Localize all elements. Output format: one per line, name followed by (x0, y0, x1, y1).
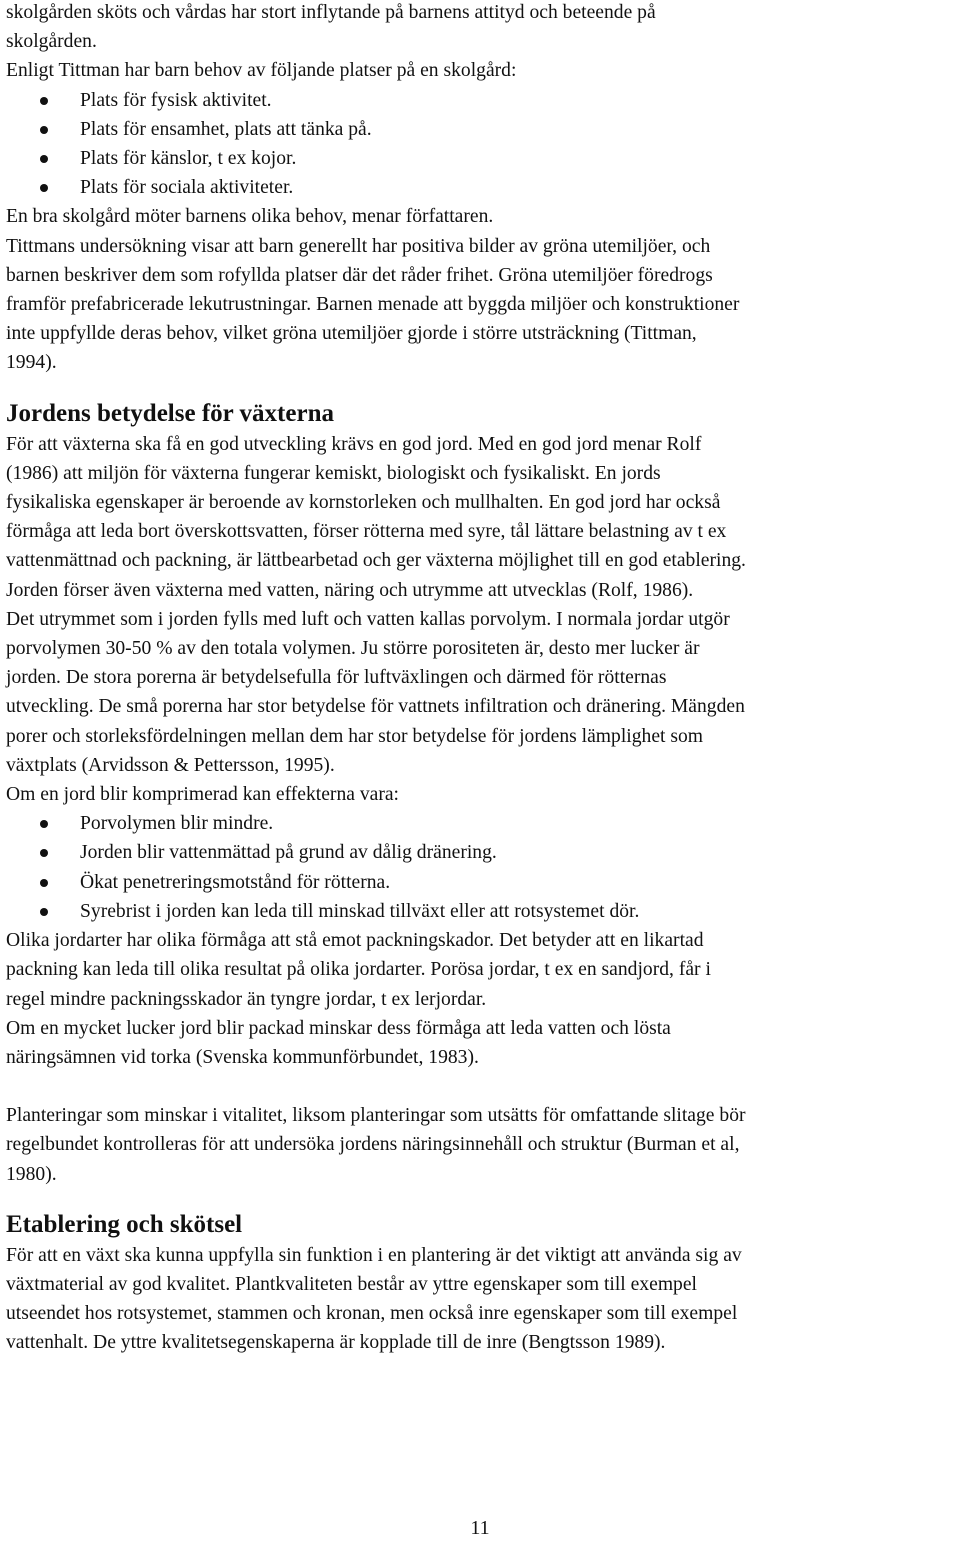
compaction-bullet-list (6, 809, 958, 926)
text-line: Enligt Tittman har barn behov av följande platser på en skolgård: (6, 60, 517, 82)
list-item (6, 897, 958, 926)
text-line: (1986) att miljön för växterna fungerar kemiskt, biologiskt och fysikaliskt. En jords (6, 462, 661, 484)
list-item-text: Syrebrist i jorden kan leda till minskad tillväxt eller att rotsystemet dör. (80, 900, 640, 922)
bullet-icon (40, 879, 48, 887)
spacer (6, 1072, 958, 1101)
text-line: regelbundet kontrolleras för att undersöka jordens näringsinnehåll och struktur (Burman et al, (6, 1134, 740, 1156)
list-item (6, 115, 958, 144)
text-line: Om en jord blir komprimerad kan effekterna vara: (6, 784, 399, 806)
list-item-text: Plats för ensamhet, plats att tänka på. (80, 118, 372, 140)
spacer (6, 378, 958, 398)
text-line: 1980). (6, 1163, 57, 1185)
text-line: porer och storleksfördelningen mellan dem har stor betydelse för jordens lämplighet som (6, 725, 704, 747)
list-item (6, 144, 958, 173)
soil-paragraph-continued (6, 926, 958, 1072)
bullet-icon (40, 849, 48, 857)
list-item-text: Porvolymen blir mindre. (80, 813, 274, 835)
text-line: Tittmans undersökning visar att barn generellt har positiva bilder av gröna utemiljöer, och (6, 235, 711, 257)
text-line: skolgården sköts och vårdas har stort inflytande på barnens attityd och beteende på (6, 2, 656, 23)
text-line: packning kan leda till olika resultat på olika jordarter. Porösa jordar, t ex en sandjord, får i (6, 959, 711, 981)
text-line: En bra skolgård möter barnens olika behov, menar författaren. (6, 206, 494, 228)
text-line: 1994). (6, 352, 57, 374)
text-line: utveckling. De små porerna har stor betydelse för vattnets infiltration och dränering. Mängden (6, 696, 745, 718)
document-page (6, 0, 958, 1358)
soil-paragraph (6, 430, 958, 810)
bullet-icon (40, 97, 48, 105)
section-heading-soil: Jordens betydelse för växterna (6, 399, 334, 427)
text-line: förmåga att leda bort överskottsvatten, förser rötterna med syre, tål lättare belastning av t ex (6, 521, 727, 543)
intro-text (6, 0, 958, 86)
spacer (6, 1189, 958, 1209)
text-line: barnen beskriver dem som rofyllda platser där det råder frihet. Gröna utemiljöer föredrogs (6, 264, 713, 286)
text-line: växtmaterial av god kvalitet. Plantkvaliteten består av yttre egenskaper som till exempel (6, 1273, 697, 1295)
text-line: Om en mycket lucker jord blir packad minskar dess förmåga att leda vatten och lösta (6, 1017, 671, 1039)
bullet-icon (40, 126, 48, 134)
page-number: 11 (470, 1517, 490, 1539)
plantings-paragraph (6, 1101, 958, 1189)
text-line: framför prefabricerade lekutrustningar. Barnen menade att byggda miljöer och konstruktioner (6, 294, 740, 316)
list-item (6, 838, 958, 867)
text-line: jorden. De stora porerna är betydelsefulla för luftväxlingen och därmed för rötternas (6, 667, 667, 689)
text-line: Olika jordarter har olika förmåga att stå emot packningskador. Det betyder att en likartad (6, 930, 704, 952)
list-item (6, 173, 958, 202)
text-line: växtplats (Arvidsson & Pettersson, 1995). (6, 754, 335, 776)
text-line: porvolymen 30-50 % av den totala volymen. Ju större porositeten är, desto mer lucker är (6, 638, 700, 660)
text-line: regel mindre packningsskador än tyngre jordar, t ex lerjordar. (6, 988, 487, 1010)
establishment-paragraph (6, 1241, 958, 1358)
list-item-text: Plats för sociala aktiviteter. (80, 177, 294, 199)
text-line: vattenhalt. De yttre kvalitetsegenskaperna är kopplade till de inre (Bengtsson 1989). (6, 1332, 666, 1354)
text-line: vattenmättnad och packning, är lättbearbetad och ger växterna möjlighet till en god etablering. (6, 550, 746, 572)
text-line: fysikaliska egenskaper är beroende av kornstorleken och mullhalten. En god jord har också (6, 492, 721, 514)
bullet-icon (40, 155, 48, 163)
list-item-text: Jorden blir vattenmättad på grund av dålig dränering. (80, 842, 497, 864)
section-heading-establishment: Etablering och skötsel (6, 1210, 243, 1238)
list-item (6, 86, 958, 115)
list-item (6, 868, 958, 897)
list-item-text: Plats för fysisk aktivitet. (80, 89, 272, 111)
text-line: För att en växt ska kunna uppfylla sin funktion i en plantering är det viktigt att använda sig av (6, 1244, 742, 1266)
bullet-icon (40, 908, 48, 916)
intro-paragraph (6, 202, 958, 377)
text-line: skolgården. (6, 31, 97, 53)
text-line: Jorden förser även växterna med vatten, näring och utrymme att utvecklas (Rolf, 1986). (6, 579, 694, 601)
text-line: näringsämnen vid torka (Svenska kommunförbundet, 1983). (6, 1046, 479, 1068)
list-item-text: Ökat penetreringsmotstånd för rötterna. (80, 871, 391, 893)
list-item-text: Plats för känslor, t ex kojor. (80, 148, 297, 170)
text-line: inte uppfyllde deras behov, vilket gröna utemiljöer gjorde i större utsträckning (Tittman, (6, 323, 697, 345)
text-line: Det utrymmet som i jorden fylls med luft och vatten kallas porvolym. I normala jordar utgör (6, 608, 730, 630)
bullet-icon (40, 820, 48, 828)
bullet-icon (40, 184, 48, 192)
text-line: För att växterna ska få en god utveckling krävs en god jord. Med en god jord menar Rolf (6, 433, 702, 455)
text-line: utseendet hos rotsystemet, stammen och kronan, men också inre egenskaper som till exempel (6, 1303, 738, 1325)
text-line: Planteringar som minskar i vitalitet, liksom planteringar som utsätts för omfattande slitage bör (6, 1105, 746, 1127)
list-item (6, 809, 958, 838)
intro-bullet-list (6, 86, 958, 203)
